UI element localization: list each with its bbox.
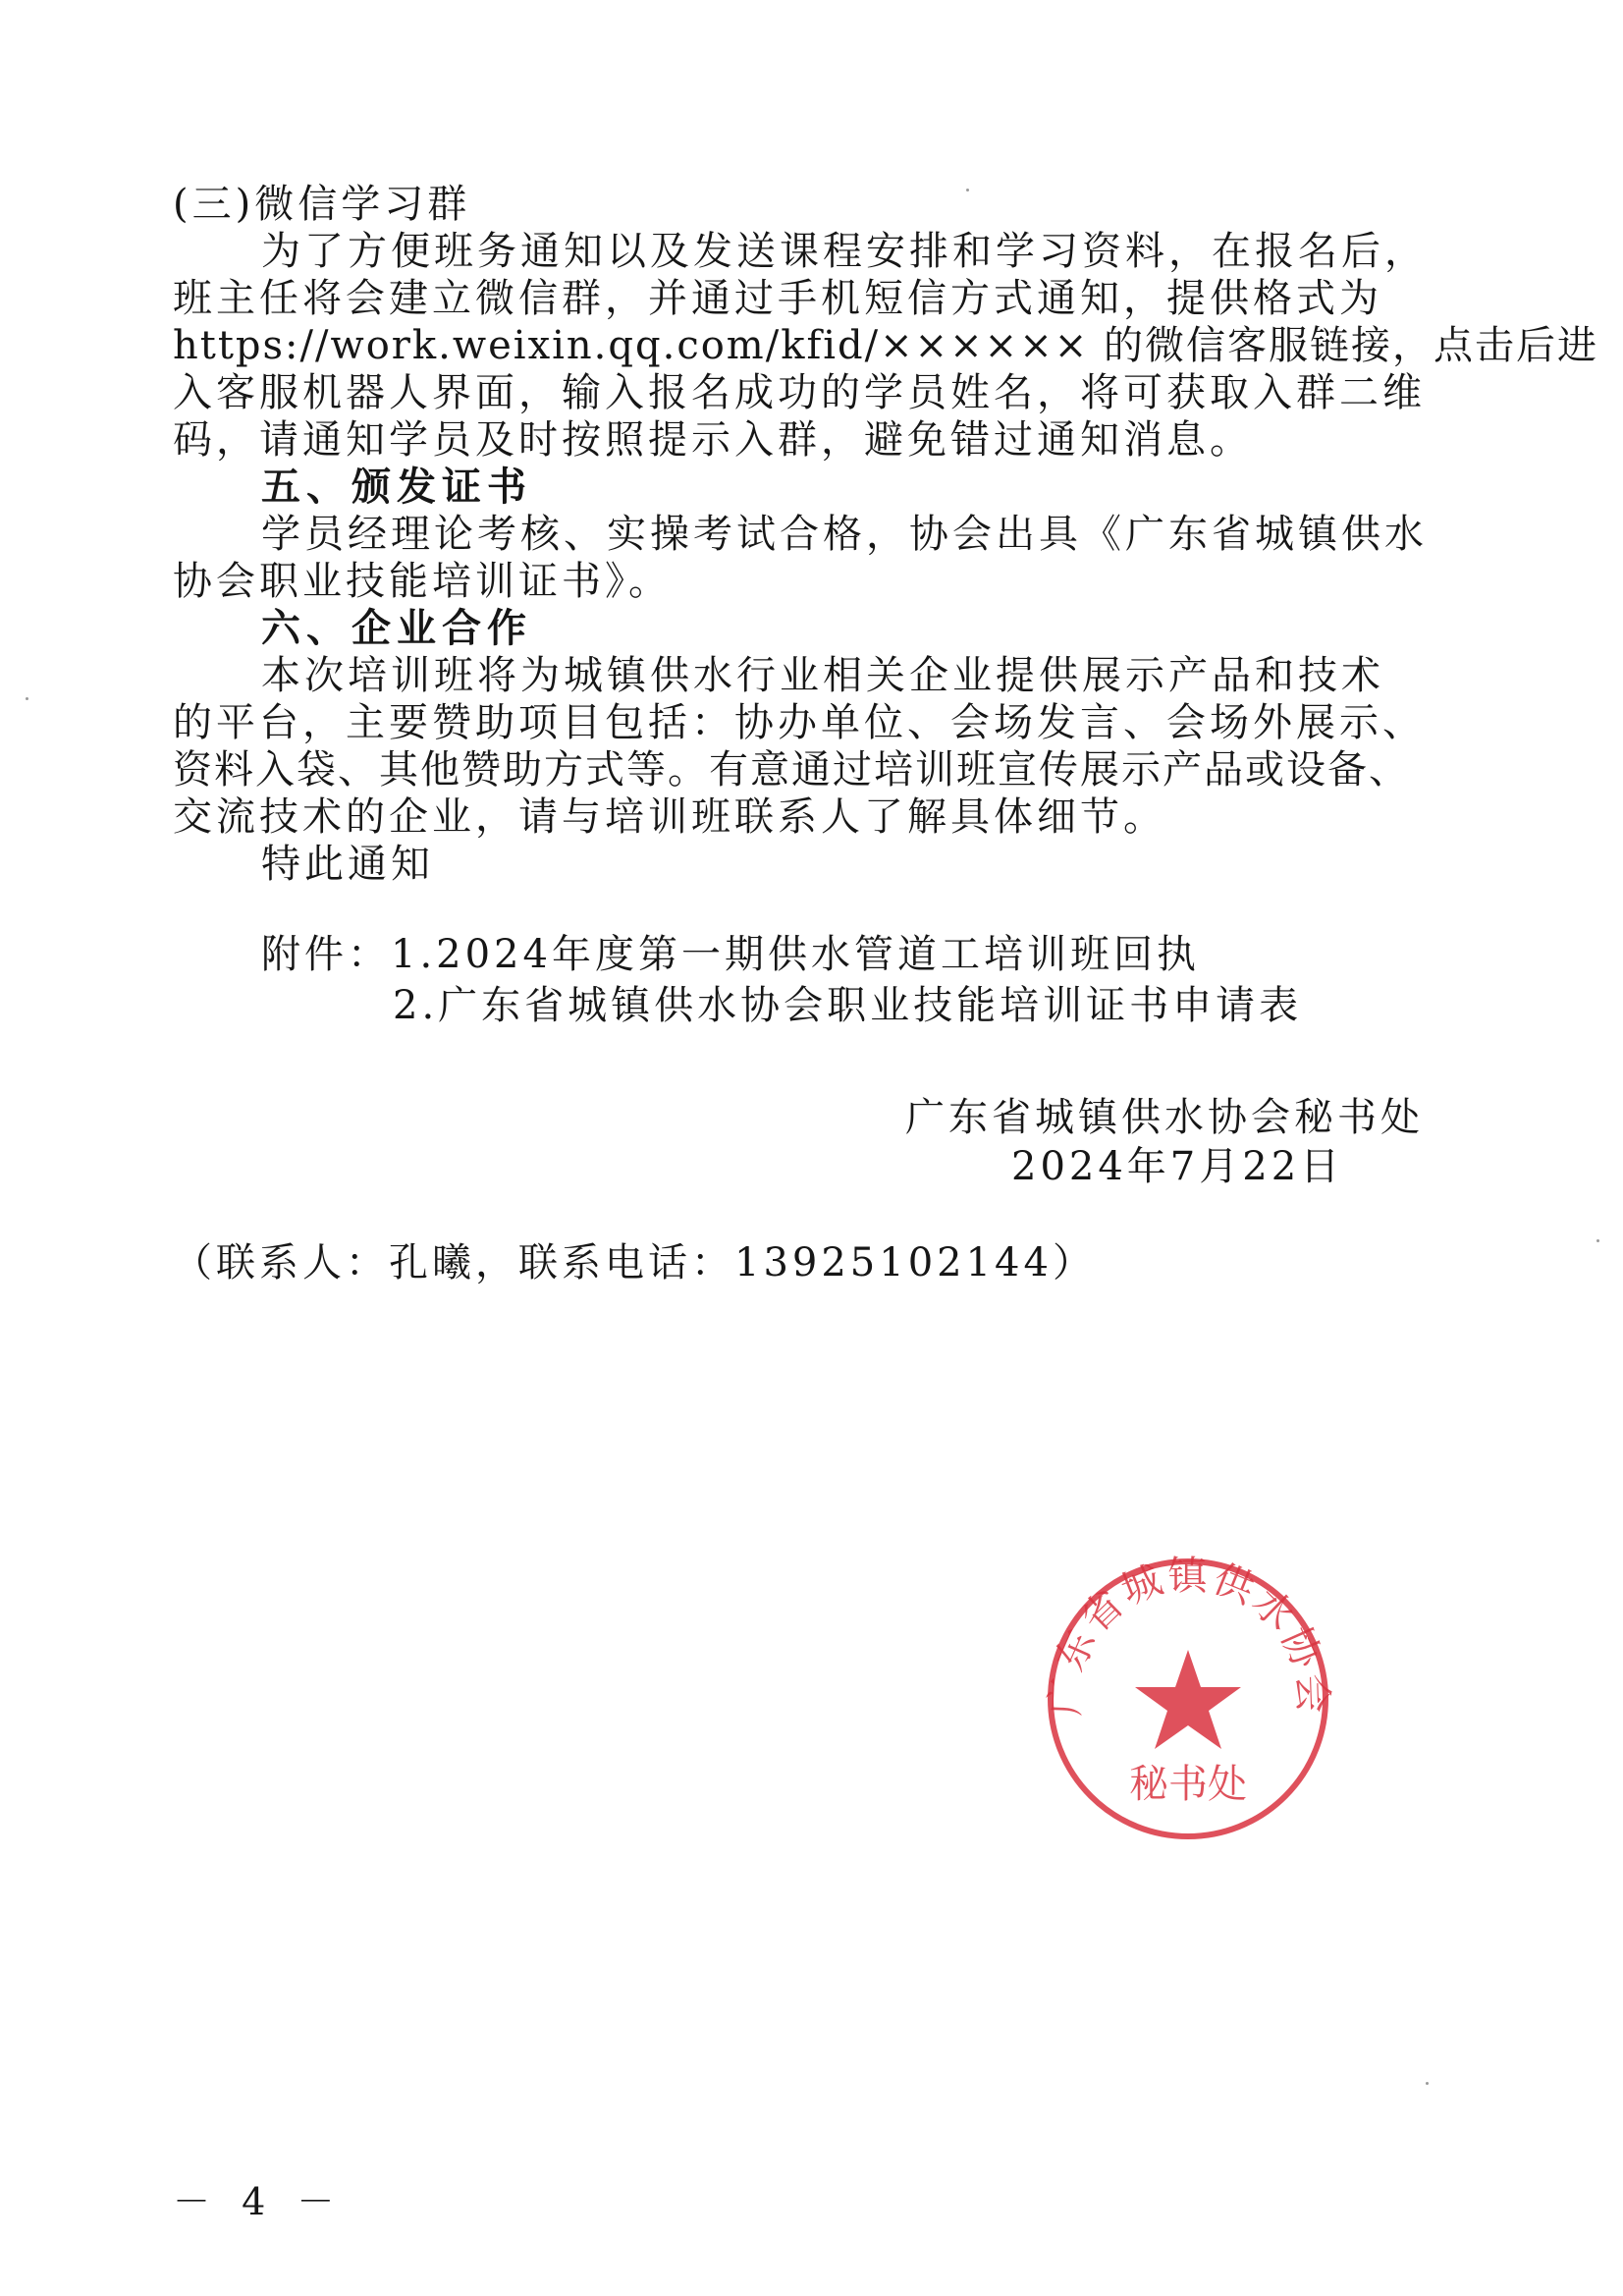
paragraph-line: 的平台，主要赞助项目包括：协办单位、会场发言、会场外展示、 [173,700,1426,745]
closing-text: 特此通知 [261,842,434,887]
wechat-link-line: https://work.weixin.qq.com/kfid/×××××× 的微信客服链接，点击后进 [173,323,1598,368]
attachment-item-1: 附件：1.2024年度第一期供水管道工培训班回执 [261,932,1200,977]
scan-speck [26,697,28,700]
paragraph-line: 入客服机器人界面，输入报名成功的学员姓名，将可获取入群二维 [173,370,1426,415]
svg-text:秘书处: 秘书处 [1129,1762,1247,1807]
scan-speck [1426,2082,1429,2085]
paragraph-line: 学员经理论考核、实操考试合格，协会出具《广东省城镇供水 [261,512,1428,557]
paragraph-line: 为了方便班务通知以及发送课程安排和学习资料，在报名后， [261,229,1428,274]
official-seal [1041,1552,1335,1846]
subsection-heading-wechat: (三)微信学习群 [173,182,471,227]
scan-speck [966,189,969,191]
signature-date: 2024年7月22日 [1011,1144,1344,1189]
paragraph-line: 资料入袋、其他赞助方式等。有意通过培训班宣传展示产品或设备、 [173,747,1410,793]
scan-speck [1596,1239,1599,1242]
attachment-item-2: 2.广东省城镇供水协会职业技能培训证书申请表 [393,983,1303,1028]
svg-text:广东省城镇供水协会: 广东省城镇供水协会 [1043,1554,1335,1718]
paragraph-line: 协会职业技能培训证书》。 [173,559,672,604]
signature-organization: 广东省城镇供水协会秘书处 [905,1095,1424,1140]
paragraph-line: 交流技术的企业，请与培训班联系人了解具体细节。 [173,794,1166,840]
section-heading-cooperation: 六、企业合作 [261,606,532,651]
paragraph-line: 本次培训班将为城镇供水行业相关企业提供展示产品和技术 [261,653,1384,698]
page-number: － 4 － [173,2180,345,2223]
paragraph-line: 码，请通知学员及时按照提示入群，避免错过通知消息。 [173,417,1253,463]
paragraph-line: 班主任将会建立微信群，并通过手机短信方式通知，提供格式为 [173,276,1382,321]
section-heading-certificate: 五、颁发证书 [261,465,532,510]
contact-info: （联系人：孔曦，联系电话：13925102144） [173,1240,1096,1285]
